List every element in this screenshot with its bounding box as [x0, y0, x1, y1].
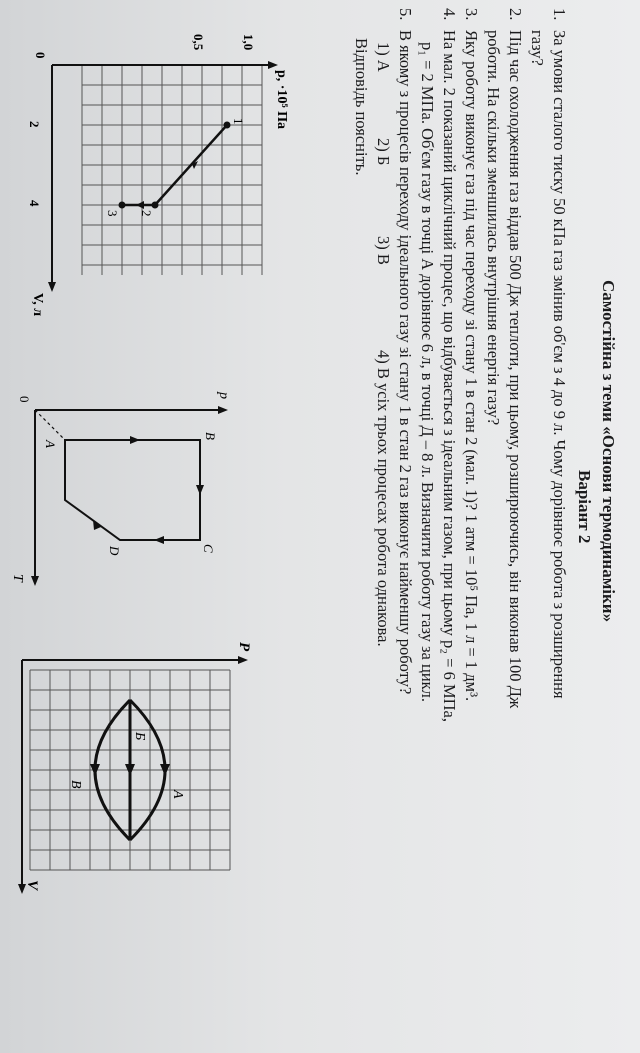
state-point [224, 122, 231, 129]
task-4 [416, 8, 460, 1040]
state-point [119, 202, 126, 209]
x-axis-arrow-icon [48, 282, 56, 292]
fig3-xlabel: V [24, 880, 40, 891]
point-label-d: D [107, 546, 122, 556]
task-text-line: газу? [528, 30, 547, 66]
task-text-line: Відповідь поясніть. [352, 38, 371, 176]
task-number: 3. [462, 8, 481, 21]
cycle-arrow-icon [196, 485, 204, 495]
fig3-ylabel: P [236, 642, 252, 652]
figure-1-grid [82, 65, 262, 275]
point-label-b: В [203, 432, 218, 440]
answer-option: 4) В усіх трьох процесах робота однакова. [374, 350, 393, 647]
state-point [152, 202, 159, 209]
process-arrow-icon [136, 201, 144, 209]
worksheet-title: Самостійна з теми «Основи термодинаміки» [599, 280, 618, 623]
answer-option: 3) В [374, 236, 393, 265]
task-3 [460, 8, 482, 1040]
task-number: 4. [440, 8, 459, 21]
point-label-1: 1 [231, 118, 246, 125]
fig2-ylabel: p [216, 392, 231, 399]
task-2 [482, 8, 526, 1040]
task-number: 2. [506, 8, 525, 21]
y-axis-arrow-icon [218, 406, 228, 414]
task-1 [526, 8, 570, 1040]
y-axis-arrow-icon [238, 656, 248, 664]
answer-option: 2) Б [374, 138, 393, 166]
task-number: 5. [396, 8, 415, 21]
fig1-xtick: 2 [27, 121, 42, 128]
variant-label: Варіант 2 [575, 470, 594, 544]
point-label-a: А [43, 440, 58, 448]
fig1-ytick: 0 [33, 52, 48, 59]
task-number: 1. [550, 8, 569, 21]
fig1-ytick: 0,5 [191, 34, 206, 51]
task-text-line: роботи. На скільки зменшилась внутрішня енергія газу? [484, 30, 503, 426]
figure-2-pt-cycle [0, 370, 240, 590]
task-5 [350, 8, 416, 1040]
task-text-line: Під час охолодження газ віддав 500 Дж теплоти, при цьому, розширюючись, він виконав 100 Дж [506, 30, 525, 709]
fig1-ylabel: p, ·10⁵ Па [274, 70, 289, 130]
cycle-arrow-icon [154, 536, 164, 544]
task-text-line: На мал. 2 показаний циклічний процес, що відбувається з ідеальним газом, при цьому p₂ = 6 МПа, [440, 30, 459, 722]
task-text-line: p₁ = 2 МПа. Об'єм газу в точці А дорівнює 6 л, в точці Д – 8 л. Визначити роботу газу за цикл. [418, 42, 437, 703]
x-axis-arrow-icon [31, 576, 39, 586]
task-text-line: За умови сталого тиску 50 кПа газ змінив об'єм з 4 до 9 л. Чому дорівнює робота з розширення [550, 30, 569, 699]
curve-label-v: В [68, 780, 83, 789]
fig1-xtick: 4 [27, 200, 42, 207]
cycle-path [65, 440, 200, 540]
point-label-2: 2 [139, 210, 154, 217]
point-label-3: 3 [105, 210, 120, 217]
figure-1-pv-graph [2, 30, 302, 317]
fig2-xlabel: T [10, 574, 25, 582]
curve-label-a: А [170, 790, 185, 799]
point-label-c: С [201, 544, 216, 553]
y-axis-arrow-icon [268, 61, 278, 69]
dashed-origin-line [35, 410, 65, 440]
fig1-ytick: 1,0 [241, 34, 256, 51]
curve-label-b: Б [132, 732, 147, 741]
task-text-line: В якому з процесів переходу ідеального газу зі стану 1 в стан 2 газ виконує найменшу роботу? [396, 30, 415, 695]
fig2-origin: 0 [17, 396, 32, 403]
cycle-arrow-icon [130, 436, 140, 444]
task-text-line: Яку роботу виконує газ під час переходу зі стану 1 в стан 2 (мал. 1)? 1 атм = 10⁵ Па, 1 л = 1 дм³. [462, 30, 481, 702]
figure-3-pv-processes [10, 640, 260, 900]
answer-options [372, 30, 394, 1040]
answer-option: 1) А [374, 42, 393, 72]
fig1-xlabel: V, л [30, 293, 45, 317]
